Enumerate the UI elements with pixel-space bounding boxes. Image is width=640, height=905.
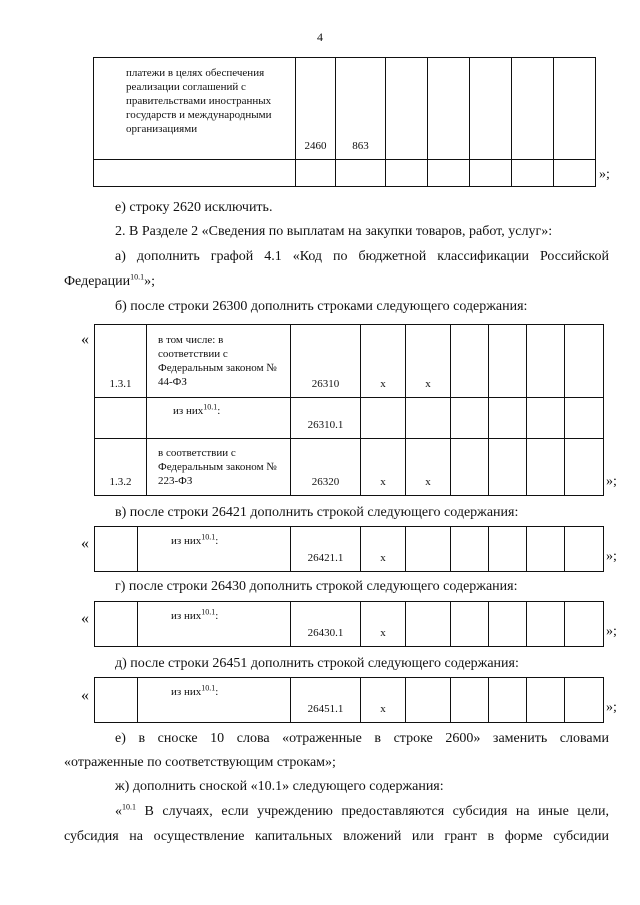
row-code: 26320 [311, 476, 340, 488]
row-name: в том числе: в соответствии с Федеральным законом № 44-ФЗ [158, 334, 277, 388]
table3-cell [526, 526, 565, 572]
table3-cell [405, 526, 451, 572]
paragraph-b: б) после строки 26300 дополнить строками следующего содержания: [115, 299, 528, 314]
table2-code-cell [290, 438, 361, 496]
table1-name-text: платежи в целях обеспечения реализации соглашений с правительствами иностранных государств и международными организациями [126, 67, 272, 135]
x-mark: x [425, 378, 431, 390]
table2-num-cell [94, 397, 147, 439]
table3-cell [360, 526, 406, 572]
table2-cell [488, 438, 527, 496]
closing-quote: »; [606, 549, 617, 564]
table2-cell [564, 397, 604, 439]
table1-code-cell [295, 57, 336, 160]
footnote-ref: 10.1 [122, 802, 136, 812]
table4-cell [450, 601, 489, 647]
table2-cell [526, 324, 565, 398]
paragraph-e2-line2: «отраженные по соответствующим строкам»; [64, 755, 336, 770]
paragraph-a-text: Федерации [64, 274, 131, 289]
table2-cell [564, 438, 604, 496]
table2-cell [450, 438, 489, 496]
table2-cell [526, 397, 565, 439]
row-name: в соответствии с Федеральным законом № 223-ФЗ [158, 447, 277, 487]
x-mark: x [380, 627, 386, 639]
row-name [171, 534, 218, 548]
colon: : [215, 610, 219, 622]
row-name-text: из них [173, 405, 204, 417]
paragraph-a-tail: »; [144, 274, 156, 289]
table2-cell [405, 438, 451, 496]
row-name-text: из них [171, 535, 202, 547]
paragraph-e-first: е) строку 2620 исключить. [115, 200, 273, 215]
footnote-ref: 10.1 [201, 683, 216, 693]
paragraph-d: д) после строки 26451 дополнить строкой следующего содержания: [115, 656, 519, 671]
table1-cell [511, 57, 554, 160]
colon: : [217, 405, 221, 417]
table5-name-cell [137, 677, 291, 723]
colon: : [215, 686, 219, 698]
table5-cell [405, 677, 451, 723]
row-code: 26310.1 [307, 419, 344, 431]
table2-cell [488, 324, 527, 398]
table1-cell [385, 57, 428, 160]
table1-cell [553, 57, 596, 160]
row-number: 1.3.1 [109, 378, 132, 390]
table2-cell [488, 397, 527, 439]
table2-cell [360, 324, 406, 398]
table2-cell [450, 397, 489, 439]
x-mark: x [380, 476, 386, 488]
table3-cell [94, 526, 138, 572]
footnote-ref: 10.1 [130, 272, 145, 282]
paragraph-e2-line1: е) в сноске 10 слова «отраженные в строке 2600» заменить словами [115, 731, 609, 746]
footnote-line2: субсидия на осуществление капитальных вложений или грант в форме субсидии [64, 829, 609, 844]
opening-quote: « [81, 610, 89, 627]
table2-cell [450, 324, 489, 398]
closing-quote: »; [606, 474, 617, 489]
colon: : [215, 535, 219, 547]
table1-cell [295, 159, 336, 187]
table2-cell [405, 324, 451, 398]
footnote-line1 [115, 802, 609, 822]
row-number: 1.3.2 [109, 476, 132, 488]
paragraph-zh: ж) дополнить сноской «10.1» следующего содержания: [115, 779, 444, 794]
table2-num-cell [94, 324, 147, 398]
footnote-ref: 10.1 [201, 607, 216, 617]
row-name [173, 404, 220, 418]
table5-cell [94, 677, 138, 723]
x-mark: x [425, 476, 431, 488]
opening-quote: « [81, 535, 89, 552]
table1-cell [335, 159, 386, 187]
table5-code-cell [290, 677, 361, 723]
table4-name-cell [137, 601, 291, 647]
table2-code-cell [290, 324, 361, 398]
table5-cell [564, 677, 604, 723]
x-mark: x [380, 378, 386, 390]
table2-code-cell [290, 397, 361, 439]
table5-cell [360, 677, 406, 723]
table1-cell [511, 159, 554, 187]
table4-code-cell [290, 601, 361, 647]
table4-cell [94, 601, 138, 647]
paragraph-a-line1: а) дополнить графой 4.1 «Код по бюджетной классификации Российской [115, 249, 609, 264]
table5-cell [526, 677, 565, 723]
table1-value-cell [335, 57, 386, 160]
table4-cell [526, 601, 565, 647]
page-number: 4 [317, 30, 323, 44]
row-code: 26430.1 [307, 627, 344, 639]
table4-cell [488, 601, 527, 647]
table1-cell [427, 159, 470, 187]
table3-cell [488, 526, 527, 572]
table1-cell [385, 159, 428, 187]
row-name [171, 609, 218, 623]
opening-quote: « [81, 331, 89, 348]
footnote-text: В случаях, если учреждению предоставляются субсидия на иные цели, [136, 804, 609, 819]
table4-cell [360, 601, 406, 647]
table5-cell [488, 677, 527, 723]
paragraph-a-line2 [64, 272, 155, 292]
table3-code-cell [290, 526, 361, 572]
paragraph-v: в) после строки 26421 дополнить строкой следующего содержания: [115, 505, 519, 520]
table1-name-cell [93, 57, 296, 160]
row-code: 26421.1 [307, 552, 344, 564]
table3-name-cell [137, 526, 291, 572]
row-name [171, 685, 218, 699]
table2-name-cell [146, 397, 291, 439]
opening-quote: « [81, 687, 89, 704]
paragraph-g: г) после строки 26430 дополнить строкой следующего содержания: [115, 579, 518, 594]
closing-quote: »; [599, 167, 610, 182]
footnote-ref: 10.1 [201, 532, 216, 542]
table2-name-cell [146, 438, 291, 496]
x-mark: x [380, 703, 386, 715]
table1-cell [469, 57, 512, 160]
x-mark: x [380, 552, 386, 564]
table2-name-cell [146, 324, 291, 398]
row-name-text: из них [171, 686, 202, 698]
table2-cell [360, 397, 406, 439]
table1-cell [93, 159, 296, 187]
table1-cell [553, 159, 596, 187]
footnote-ref: 10.1 [203, 402, 218, 412]
closing-quote: »; [606, 624, 617, 639]
table3-cell [450, 526, 489, 572]
row-name-text: из них [171, 610, 202, 622]
closing-quote: »; [606, 700, 617, 715]
table2-cell [405, 397, 451, 439]
paragraph-2: 2. В Разделе 2 «Сведения по выплатам на закупки товаров, работ, услуг»: [115, 224, 553, 239]
table2-cell [360, 438, 406, 496]
table1-cell [469, 159, 512, 187]
table1-code: 2460 [304, 140, 327, 152]
row-code: 26451.1 [307, 703, 344, 715]
table3-cell [564, 526, 604, 572]
table1-cell [427, 57, 470, 160]
table5-cell [450, 677, 489, 723]
table2-cell [526, 438, 565, 496]
table4-cell [564, 601, 604, 647]
table2-cell [564, 324, 604, 398]
table1-value: 863 [352, 140, 369, 152]
table2-num-cell [94, 438, 147, 496]
table4-cell [405, 601, 451, 647]
footnote-open-quote: « [115, 804, 122, 819]
row-code: 26310 [311, 378, 340, 390]
